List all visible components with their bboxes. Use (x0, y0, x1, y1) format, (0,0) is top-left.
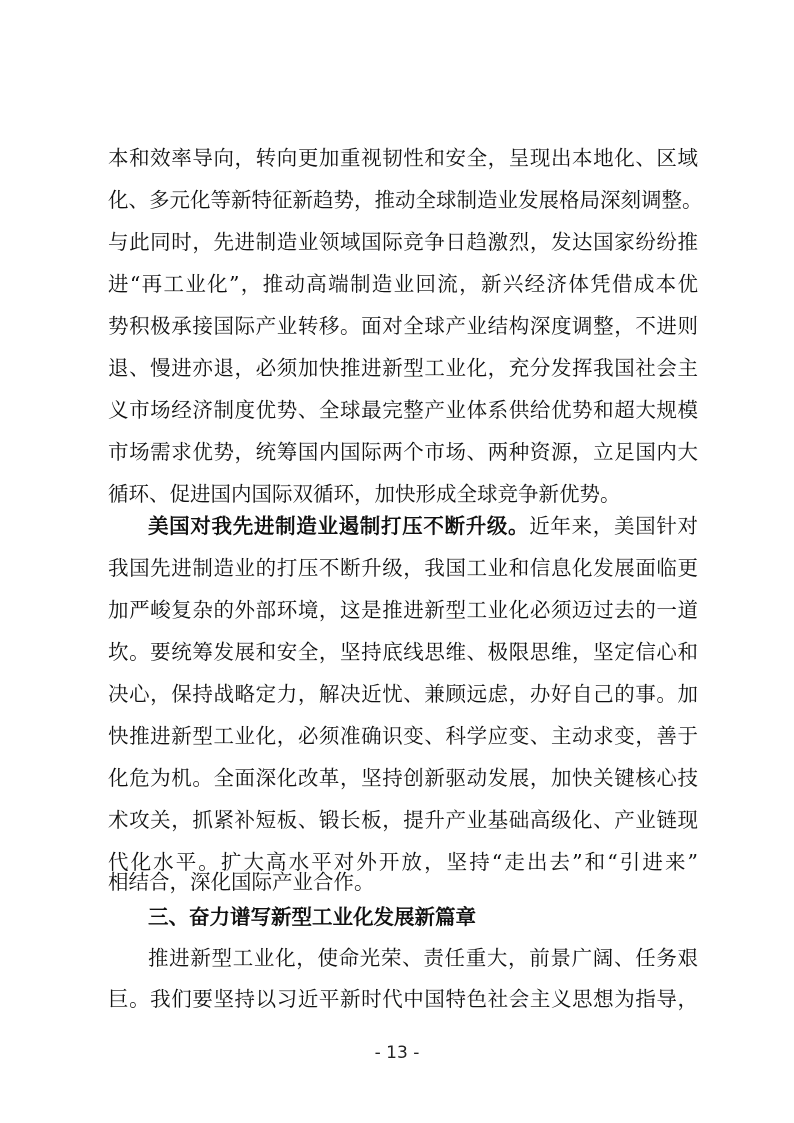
text-line: 巨。我们要坚持以习近平新时代中国特色社会主义思想为指导， (108, 987, 698, 1011)
text-line: 决心，保持战略定力，解决近忧、兼顾远虑，办好自己的事。加 (108, 682, 698, 706)
text-line: 我国先进制造业的打压不断升级，我国工业和信息化发展面临更 (108, 556, 698, 580)
text-line: 义市场经济制度优势、全球最完整产业体系供给优势和超大规模 (108, 398, 698, 422)
text-line: 与此同时，先进制造业领域国际竞争日趋激烈，发达国家纷纷推 (108, 230, 698, 254)
text-line: 退、慢进亦退，必须加快推进新型工业化，充分发挥我国社会主 (108, 356, 698, 380)
text-line: 本和效率导向，转向更加重视韧性和安全，呈现出本地化、区域 (108, 146, 698, 170)
text-line: 化、多元化等新特征新趋势，推动全球制造业发展格局深刻调整。 (108, 188, 703, 212)
text-line: 进“再工业化”，推动高端制造业回流，新兴经济体凭借成本优 (108, 272, 698, 296)
page-number: - 13 - (374, 1043, 420, 1063)
text-line: 推进新型工业化，使命光荣、责任重大，前景广阔、任务艰 (148, 946, 698, 970)
text-span: 近年来，美国针对 (529, 514, 699, 538)
text-line: 化危为机。全面深化改革，坚持创新驱动发展，加快关键核心技 (108, 766, 698, 790)
paragraph-2-first-line (148, 506, 698, 546)
text-line: 循环、促进国内国际双循环，加快形成全球竞争新优势。 (108, 482, 621, 506)
bold-lead-sentence: 美国对我先进制造业遏制打压不断升级。 (148, 514, 530, 538)
text-line: 坎。要统筹发展和安全，坚持底线思维、极限思维，坚定信心和 (108, 640, 698, 664)
text-line: 加严峻复杂的外部环境，这是推进新型工业化必须迈过去的一道 (108, 598, 698, 622)
text-line: 术攻关，抓紧补短板、锻长板，提升产业基础高级化、产业链现 (108, 808, 698, 832)
section-heading: 三、奋力谱写新型工业化发展新篇章 (148, 905, 476, 929)
text-line: 市场需求优势，统筹国内国际两个市场、两种资源，立足国内大 (108, 440, 698, 464)
text-line: 势积极承接国际产业转移。面对全球产业结构深度调整，不进则 (108, 314, 698, 338)
text-line: 快推进新型工业化，必须准确识变、科学应变、主动求变，善于 (108, 724, 698, 748)
text-line: 相结合，深化国际产业合作。 (108, 870, 375, 894)
text-line: 代化水平。扩大高水平对外开放，坚持“走出去”和“引进来” (108, 850, 698, 874)
